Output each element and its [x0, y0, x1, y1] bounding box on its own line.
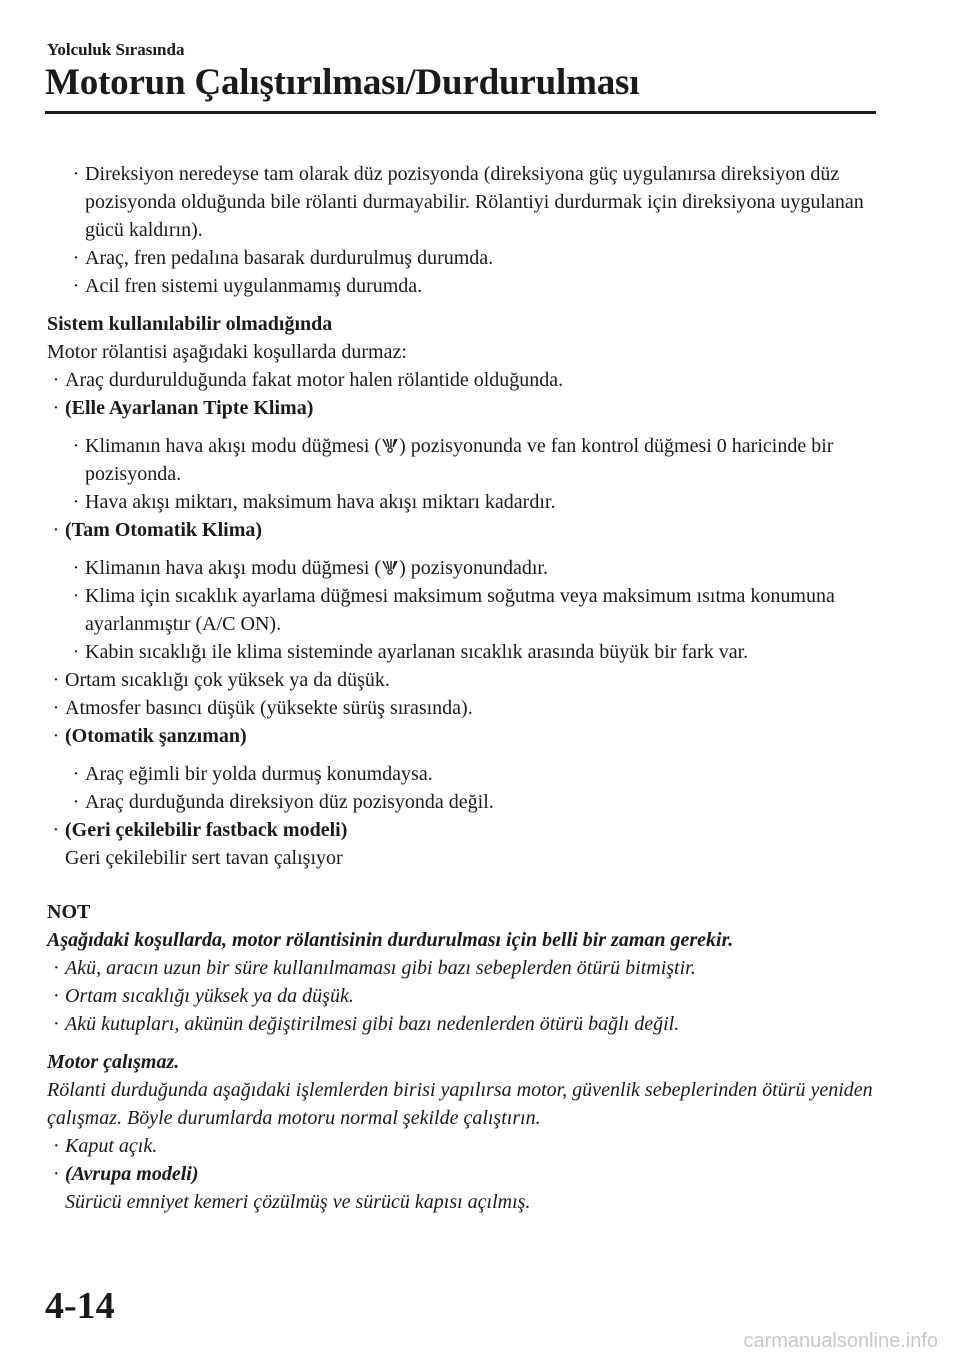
face-vent-icon — [381, 436, 399, 454]
note-label: NOT — [47, 901, 91, 923]
face-vent-icon — [381, 558, 399, 576]
engine-b2-text: Sürücü emniyet kemeri çözülmüş ve sürücü kapısı açılmış. — [65, 1191, 531, 1213]
list-item: · Araç durdurulduğunda fakat motor halen rölantide olduğunda. — [52, 369, 564, 391]
page-number: 4-14 — [45, 1285, 115, 1327]
list-item: · Direksiyon neredeyse tam olarak düz pozisyonda (direksiyona güç uygulanırsa direksiyon düz pozisyonda olduğunda bile rölanti durmayabilir. Rölantiyi durdurmak için direksiyona uygulanan gücü kaldırın). — [72, 163, 864, 241]
list-item: · Klimanın hava akışı modu düğmesi ( ) pozisyonunda ve fan kontrol düğmesi 0 haricinde bir pozisyonda. — [72, 435, 834, 485]
list-item: · Kaput açık. — [53, 1135, 158, 1157]
engine-heading: Motor çalışmaz. — [47, 1051, 180, 1073]
engine-text: Rölanti durduğunda aşağıdaki işlemlerden birisi yapılırsa motor, güvenlik sebeplerinden ötürü yeniden çalışmaz. Böyle durumlarda motoru normal şekilde çalıştırın. — [47, 1079, 873, 1129]
list-item: · Araç durduğunda direksiyon düz pozisyonda değil. — [72, 791, 494, 813]
list-item: · Kabin sıcaklığı ile klima sisteminde ayarlanan sıcaklık arasında büyük bir fark var. — [72, 641, 749, 663]
footer-watermark: carmanualsonline.info — [743, 1330, 938, 1352]
list-item: · Acil fren sistemi uygulanmamış durumda. — [72, 275, 423, 297]
note-heading: Aşağıdaki koşullarda, motor rölantisinin durdurulması için belli bir zaman gerekir. — [47, 929, 734, 951]
list-item: · (Otomatik şanzıman) — [52, 725, 247, 747]
fastback-text: Geri çekilebilir sert tavan çalışıyor — [65, 847, 343, 869]
title-rule — [45, 111, 876, 114]
list-item: · Araç eğimli bir yolda durmuş konumdaysa. — [72, 763, 433, 785]
list-item: · Araç, fren pedalına basarak durdurulmuş durumda. — [72, 247, 494, 269]
section-heading: Sistem kullanılabilir olmadığında — [47, 313, 333, 335]
list-item: · Klima için sıcaklık ayarlama düğmesi maksimum soğutma veya maksimum ısıtma konumuna ayarlanmıştır (A/C ON). — [72, 585, 835, 635]
list-item: · Hava akışı miktarı, maksimum hava akışı miktarı kadardır. — [72, 491, 556, 513]
intro-text: Motor rölantisi aşağıdaki koşullarda durmaz: — [47, 341, 407, 363]
section-label: Yolculuk Sırasında — [47, 40, 185, 59]
list-item: · (Tam Otomatik Klima) — [52, 519, 263, 541]
list-item: · Akü, aracın uzun bir süre kullanılmaması gibi bazı sebeplerden ötürü bitmiştir. — [53, 957, 696, 979]
list-item: · Akü kutupları, akünün değiştirilmesi gibi bazı nedenlerden ötürü bağlı değil. — [53, 1013, 680, 1035]
page-content — [47, 160, 877, 1216]
list-item: · (Avrupa modeli) — [53, 1163, 199, 1185]
list-item: · (Elle Ayarlanan Tipte Klima) — [52, 397, 314, 419]
list-item: · Klimanın hava akışı modu düğmesi ( ) pozisyonundadır. — [72, 557, 548, 579]
page-title: Motorun Çalıştırılması/Durdurulması — [45, 62, 640, 103]
list-item: · Ortam sıcaklığı çok yüksek ya da düşük. — [52, 669, 390, 691]
list-item: · (Geri çekilebilir fastback modeli) — [52, 819, 348, 841]
list-item: · Ortam sıcaklığı yüksek ya da düşük. — [53, 985, 354, 1007]
list-item: · Atmosfer basıncı düşük (yüksekte sürüş sırasında). — [52, 697, 473, 719]
